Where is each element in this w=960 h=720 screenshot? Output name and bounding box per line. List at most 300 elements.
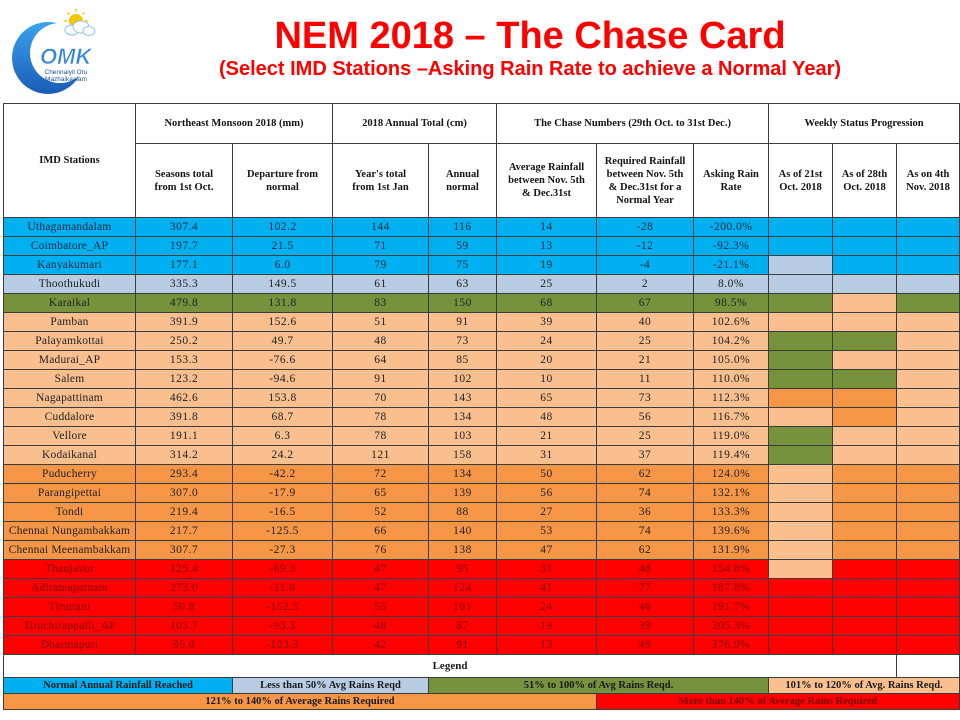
station-name-cell: Tondi [4,503,136,522]
avg-rainfall-cell: 56 [497,484,597,503]
avg-rainfall-cell: 13 [497,636,597,655]
seasons-total-cell: 391.8 [136,408,233,427]
weekly-status-21-oct [769,541,833,560]
weekly-status-21-oct [769,465,833,484]
weekly-status-21-oct [769,237,833,256]
seasons-total-cell: 95.0 [136,636,233,655]
table-row [4,465,960,484]
required-rainfall-cell: 25 [597,427,694,446]
weekly-status-4-nov [897,427,960,446]
table-row [4,370,960,389]
required-rainfall-cell: 73 [597,389,694,408]
header-group-chase-numbers: The Chase Numbers (29th Oct. to 31st Dec.) [497,104,769,144]
table-row [4,389,960,408]
required-rainfall-cell: 56 [597,408,694,427]
departure-cell: -16.5 [233,503,333,522]
weekly-status-4-nov [897,294,960,313]
weekly-status-28-oct [833,256,897,275]
table-row [4,332,960,351]
table-row [4,560,960,579]
weekly-status-21-oct [769,370,833,389]
required-rainfall-cell: 62 [597,541,694,560]
annual-normal-cell: 85 [429,351,497,370]
station-name-cell: Salem [4,370,136,389]
required-rainfall-cell: 11 [597,370,694,389]
weekly-status-21-oct [769,313,833,332]
legend-title-row [4,655,960,678]
departure-cell: -17.9 [233,484,333,503]
avg-rainfall-cell: 68 [497,294,597,313]
weekly-status-21-oct [769,275,833,294]
avg-rainfall-cell: 20 [497,351,597,370]
station-name-cell: Karaikal [4,294,136,313]
departure-cell: 153.8 [233,389,333,408]
annual-normal-cell: 95 [429,560,497,579]
asking-rate-cell: 187.8% [694,579,769,598]
logo-tagline-line2: Mazhaikaalam [45,76,87,83]
annual-normal-cell: 88 [429,503,497,522]
station-name-cell: Pamban [4,313,136,332]
weekly-status-21-oct [769,598,833,617]
required-rainfall-cell: 46 [597,598,694,617]
asking-rate-cell: 124.0% [694,465,769,484]
header-seasons-total: Seasons total from 1st Oct. [136,144,233,218]
weekly-status-28-oct [833,351,897,370]
annual-normal-cell: 116 [429,218,497,237]
asking-rate-cell: 119.0% [694,427,769,446]
avg-rainfall-cell: 25 [497,275,597,294]
weekly-status-21-oct [769,522,833,541]
weekly-status-28-oct [833,313,897,332]
weekly-status-28-oct [833,522,897,541]
required-rainfall-cell: -4 [597,256,694,275]
table-row [4,275,960,294]
legend-title: Legend [4,655,897,678]
header-group-annual-total: 2018 Annual Total (cm) [333,104,497,144]
table-row [4,636,960,655]
weekly-status-28-oct [833,237,897,256]
weekly-status-21-oct [769,560,833,579]
annual-normal-cell: 59 [429,237,497,256]
table-row [4,541,960,560]
table-row [4,237,960,256]
legend-row [4,694,960,710]
station-name-cell: Parangipettai [4,484,136,503]
weekly-status-28-oct [833,617,897,636]
annual-normal-cell: 124 [429,579,497,598]
annual-normal-cell: 101 [429,598,497,617]
table-row [4,294,960,313]
weekly-status-28-oct [833,484,897,503]
required-rainfall-cell: 74 [597,522,694,541]
weekly-status-21-oct [769,484,833,503]
table-row [4,503,960,522]
year-total-cell: 42 [333,636,429,655]
weekly-status-21-oct [769,617,833,636]
required-rainfall-cell: 2 [597,275,694,294]
legend-row [4,678,960,694]
avg-rainfall-cell: 10 [497,370,597,389]
departure-cell: 49.7 [233,332,333,351]
table-body [4,218,960,655]
annual-normal-cell: 138 [429,541,497,560]
header-group-row [4,104,960,144]
weekly-status-28-oct [833,408,897,427]
weekly-status-28-oct [833,427,897,446]
required-rainfall-cell: 77 [597,579,694,598]
year-total-cell: 52 [333,503,429,522]
departure-cell: -152.5 [233,598,333,617]
asking-rate-cell: 205.3% [694,617,769,636]
seasons-total-cell: 103.7 [136,617,233,636]
legend-spacer [897,655,960,678]
avg-rainfall-cell: 50 [497,465,597,484]
station-name-cell: Madurai_AP [4,351,136,370]
table-row [4,313,960,332]
header-group-weekly-status: Weekly Status Progression [769,104,960,144]
seasons-total-cell: 307.0 [136,484,233,503]
seasons-total-cell: 307.4 [136,218,233,237]
station-name-cell: Adiramapatnam [4,579,136,598]
required-rainfall-cell: 40 [597,313,694,332]
avg-rainfall-cell: 31 [497,446,597,465]
seasons-total-cell: 153.3 [136,351,233,370]
weekly-status-21-oct [769,579,833,598]
station-name-cell: Thoothukudi [4,275,136,294]
weekly-status-4-nov [897,313,960,332]
seasons-total-cell: 125.4 [136,560,233,579]
header-group-northeast-monsoon: Northeast Monsoon 2018 (mm) [136,104,333,144]
seasons-total-cell: 219.4 [136,503,233,522]
required-rainfall-cell: 62 [597,465,694,484]
year-total-cell: 121 [333,446,429,465]
annual-normal-cell: 87 [429,617,497,636]
weekly-status-4-nov [897,579,960,598]
annual-normal-cell: 134 [429,408,497,427]
header-average-rainfall: Average Rainfall between Nov. 5th & Dec.31st [497,144,597,218]
weekly-status-4-nov [897,332,960,351]
year-total-cell: 79 [333,256,429,275]
asking-rate-cell: 119.4% [694,446,769,465]
weekly-status-4-nov [897,408,960,427]
station-name-cell: Chennai Meenambakkam [4,541,136,560]
page-title: NEM 2018 – The Chase Card [274,15,786,57]
annual-normal-cell: 63 [429,275,497,294]
annual-normal-cell: 103 [429,427,497,446]
weekly-status-4-nov [897,560,960,579]
header-annual-normal: Annual normal [429,144,497,218]
avg-rainfall-cell: 24 [497,598,597,617]
annual-normal-cell: 150 [429,294,497,313]
departure-cell: 6.0 [233,256,333,275]
seasons-total-cell: 123.2 [136,370,233,389]
year-total-cell: 70 [333,389,429,408]
avg-rainfall-cell: 48 [497,408,597,427]
table-row [4,522,960,541]
asking-rate-cell: 191.7% [694,598,769,617]
header-imd-stations: IMD Stations [4,104,136,218]
station-name-cell: Uthagamandalam [4,218,136,237]
station-name-cell: Coimbatore_AP [4,237,136,256]
year-total-cell: 55 [333,598,429,617]
avg-rainfall-cell: 53 [497,522,597,541]
weekly-status-28-oct [833,294,897,313]
year-total-cell: 48 [333,617,429,636]
weekly-status-21-oct [769,218,833,237]
year-total-cell: 66 [333,522,429,541]
required-rainfall-cell: -12 [597,237,694,256]
header-week-21-oct: As of 21st Oct. 2018 [769,144,833,218]
weekly-status-28-oct [833,541,897,560]
annual-normal-cell: 158 [429,446,497,465]
year-total-cell: 78 [333,408,429,427]
seasons-total-cell: 307.7 [136,541,233,560]
weekly-status-21-oct [769,427,833,446]
required-rainfall-cell: 25 [597,332,694,351]
weekly-status-28-oct [833,446,897,465]
logo-graphic [6,6,102,98]
departure-cell: -93.3 [233,617,333,636]
station-name-cell: Kanyakumari [4,256,136,275]
avg-rainfall-cell: 21 [497,427,597,446]
asking-rate-cell: 131.9% [694,541,769,560]
weekly-status-28-oct [833,636,897,655]
table-row [4,351,960,370]
required-rainfall-cell: 21 [597,351,694,370]
avg-rainfall-cell: 24 [497,332,597,351]
required-rainfall-cell: 49 [597,636,694,655]
annual-normal-cell: 134 [429,465,497,484]
avg-rainfall-cell: 13 [497,237,597,256]
asking-rate-cell: -21.1% [694,256,769,275]
departure-cell: -69.3 [233,560,333,579]
required-rainfall-cell: 67 [597,294,694,313]
weekly-status-4-nov [897,617,960,636]
legend-item-121-to-140: 121% to 140% of Average Rains Required [4,694,597,710]
legend-item-normal-reached: Normal Annual Rainfall Reached [4,678,233,694]
departure-cell: 21.5 [233,237,333,256]
station-name-cell: Kodaikanal [4,446,136,465]
legend-item-less-than-50: Less than 50% Avg Rains Reqd [233,678,429,694]
annual-normal-cell: 143 [429,389,497,408]
seasons-total-cell: 197.7 [136,237,233,256]
weekly-status-28-oct [833,503,897,522]
departure-cell: 6.3 [233,427,333,446]
seasons-total-cell: 391.9 [136,313,233,332]
annual-normal-cell: 139 [429,484,497,503]
table-row [4,218,960,237]
departure-cell: 152.6 [233,313,333,332]
station-name-cell: Dharmapuri [4,636,136,655]
weekly-status-4-nov [897,484,960,503]
table-row [4,617,960,636]
seasons-total-cell: 177.1 [136,256,233,275]
weekly-status-28-oct [833,218,897,237]
required-rainfall-cell: 36 [597,503,694,522]
header-required-rainfall: Required Rainfall between Nov. 5th & Dec.31st for a Normal Year [597,144,694,218]
year-total-cell: 76 [333,541,429,560]
station-name-cell: Tiruchirappalli_AP [4,617,136,636]
asking-rate-cell: 105.0% [694,351,769,370]
weekly-status-28-oct [833,598,897,617]
avg-rainfall-cell: 41 [497,579,597,598]
weekly-status-21-oct [769,332,833,351]
weekly-status-28-oct [833,389,897,408]
avg-rainfall-cell: 27 [497,503,597,522]
departure-cell: 24.2 [233,446,333,465]
departure-cell: 68.7 [233,408,333,427]
required-rainfall-cell: 37 [597,446,694,465]
annual-normal-cell: 91 [429,636,497,655]
asking-rate-cell: -92.3% [694,237,769,256]
departure-cell: -76.6 [233,351,333,370]
weekly-status-21-oct [769,503,833,522]
year-total-cell: 65 [333,484,429,503]
table-row [4,256,960,275]
legend-item-more-than-140: More than 140% of Average Rains Required [597,694,960,710]
seasons-total-cell: 191.1 [136,427,233,446]
seasons-total-cell: 314.2 [136,446,233,465]
logo-letters: OMK [40,44,92,69]
legend-item-101-to-120: 101% to 120% of Avg. Rains Reqd. [769,678,960,694]
asking-rate-cell: 102.6% [694,313,769,332]
avg-rainfall-cell: 14 [497,218,597,237]
table-row [4,484,960,503]
weekly-status-4-nov [897,541,960,560]
logo-tagline-line1: Chennaiyil Oru [44,69,88,76]
avg-rainfall-cell: 39 [497,313,597,332]
departure-cell: 131.8 [233,294,333,313]
station-name-cell: Chennai Nungambakkam [4,522,136,541]
weekly-status-4-nov [897,503,960,522]
header-asking-rain-rate: Asking Rain Rate [694,144,769,218]
seasons-total-cell: 479.8 [136,294,233,313]
asking-rate-cell: 116.7% [694,408,769,427]
weekly-status-21-oct [769,351,833,370]
avg-rainfall-cell: 47 [497,541,597,560]
year-total-cell: 78 [333,427,429,446]
weekly-status-28-oct [833,560,897,579]
weekly-status-28-oct [833,370,897,389]
departure-cell: -27.3 [233,541,333,560]
asking-rate-cell: -200.0% [694,218,769,237]
weekly-status-4-nov [897,351,960,370]
weekly-status-4-nov [897,256,960,275]
weekly-status-21-oct [769,636,833,655]
departure-cell: 102.2 [233,218,333,237]
annual-normal-cell: 102 [429,370,497,389]
avg-rainfall-cell: 19 [497,256,597,275]
weekly-status-4-nov [897,237,960,256]
weekly-status-4-nov [897,465,960,484]
weekly-status-4-nov [897,522,960,541]
avg-rainfall-cell: 19 [497,617,597,636]
asking-rate-cell: 112.3% [694,389,769,408]
year-total-cell: 47 [333,579,429,598]
weekly-status-4-nov [897,446,960,465]
avg-rainfall-cell: 65 [497,389,597,408]
annual-normal-cell: 140 [429,522,497,541]
table-row [4,427,960,446]
annual-normal-cell: 75 [429,256,497,275]
required-rainfall-cell: 48 [597,560,694,579]
departure-cell: 149.5 [233,275,333,294]
year-total-cell: 144 [333,218,429,237]
weekly-status-21-oct [769,294,833,313]
asking-rate-cell: 154.8% [694,560,769,579]
year-total-cell: 51 [333,313,429,332]
weekly-status-4-nov [897,370,960,389]
asking-rate-cell: 132.1% [694,484,769,503]
legend-item-51-to-100: 51% to 100% of Avg Rains Reqd. [429,678,769,694]
seasons-total-cell: 293.4 [136,465,233,484]
annual-normal-cell: 73 [429,332,497,351]
weekly-status-21-oct [769,408,833,427]
page-subtitle: (Select IMD Stations –Asking Rain Rate to achieve a Normal Year) [218,58,842,80]
station-name-cell: Thanjavur [4,560,136,579]
weekly-status-28-oct [833,332,897,351]
weekly-status-21-oct [769,256,833,275]
header-column-row [4,144,960,218]
legend [4,655,960,710]
table-row [4,408,960,427]
weekly-status-4-nov [897,636,960,655]
weekly-status-4-nov [897,389,960,408]
year-total-cell: 47 [333,560,429,579]
seasons-total-cell: 273.0 [136,579,233,598]
asking-rate-cell: 8.0% [694,275,769,294]
station-name-cell: Palayamkottai [4,332,136,351]
header-departure: Departure from normal [233,144,333,218]
asking-rate-cell: 104.2% [694,332,769,351]
seasons-total-cell: 250.2 [136,332,233,351]
asking-rate-cell: 376.9% [694,636,769,655]
station-name-cell: Vellore [4,427,136,446]
departure-cell: -103.3 [233,636,333,655]
annual-normal-cell: 91 [429,313,497,332]
table-row [4,446,960,465]
weekly-status-28-oct [833,579,897,598]
station-name-cell: Nagapattinam [4,389,136,408]
seasons-total-cell: 50.8 [136,598,233,617]
departure-cell: -11.0 [233,579,333,598]
seasons-total-cell: 335.3 [136,275,233,294]
required-rainfall-cell: 39 [597,617,694,636]
departure-cell: -94.6 [233,370,333,389]
weekly-status-21-oct [769,446,833,465]
year-total-cell: 64 [333,351,429,370]
departure-cell: -125.5 [233,522,333,541]
year-total-cell: 61 [333,275,429,294]
year-total-cell: 71 [333,237,429,256]
required-rainfall-cell: -28 [597,218,694,237]
year-total-cell: 83 [333,294,429,313]
asking-rate-cell: 133.3% [694,503,769,522]
weekly-status-4-nov [897,275,960,294]
weekly-status-4-nov [897,598,960,617]
asking-rate-cell: 110.0% [694,370,769,389]
year-total-cell: 91 [333,370,429,389]
required-rainfall-cell: 74 [597,484,694,503]
station-name-cell: Puducherry [4,465,136,484]
seasons-total-cell: 217.7 [136,522,233,541]
seasons-total-cell: 462.6 [136,389,233,408]
header-year-total: Year's total from 1st Jan [333,144,429,218]
year-total-cell: 72 [333,465,429,484]
table-row [4,579,960,598]
logo [6,6,102,98]
year-total-cell: 48 [333,332,429,351]
